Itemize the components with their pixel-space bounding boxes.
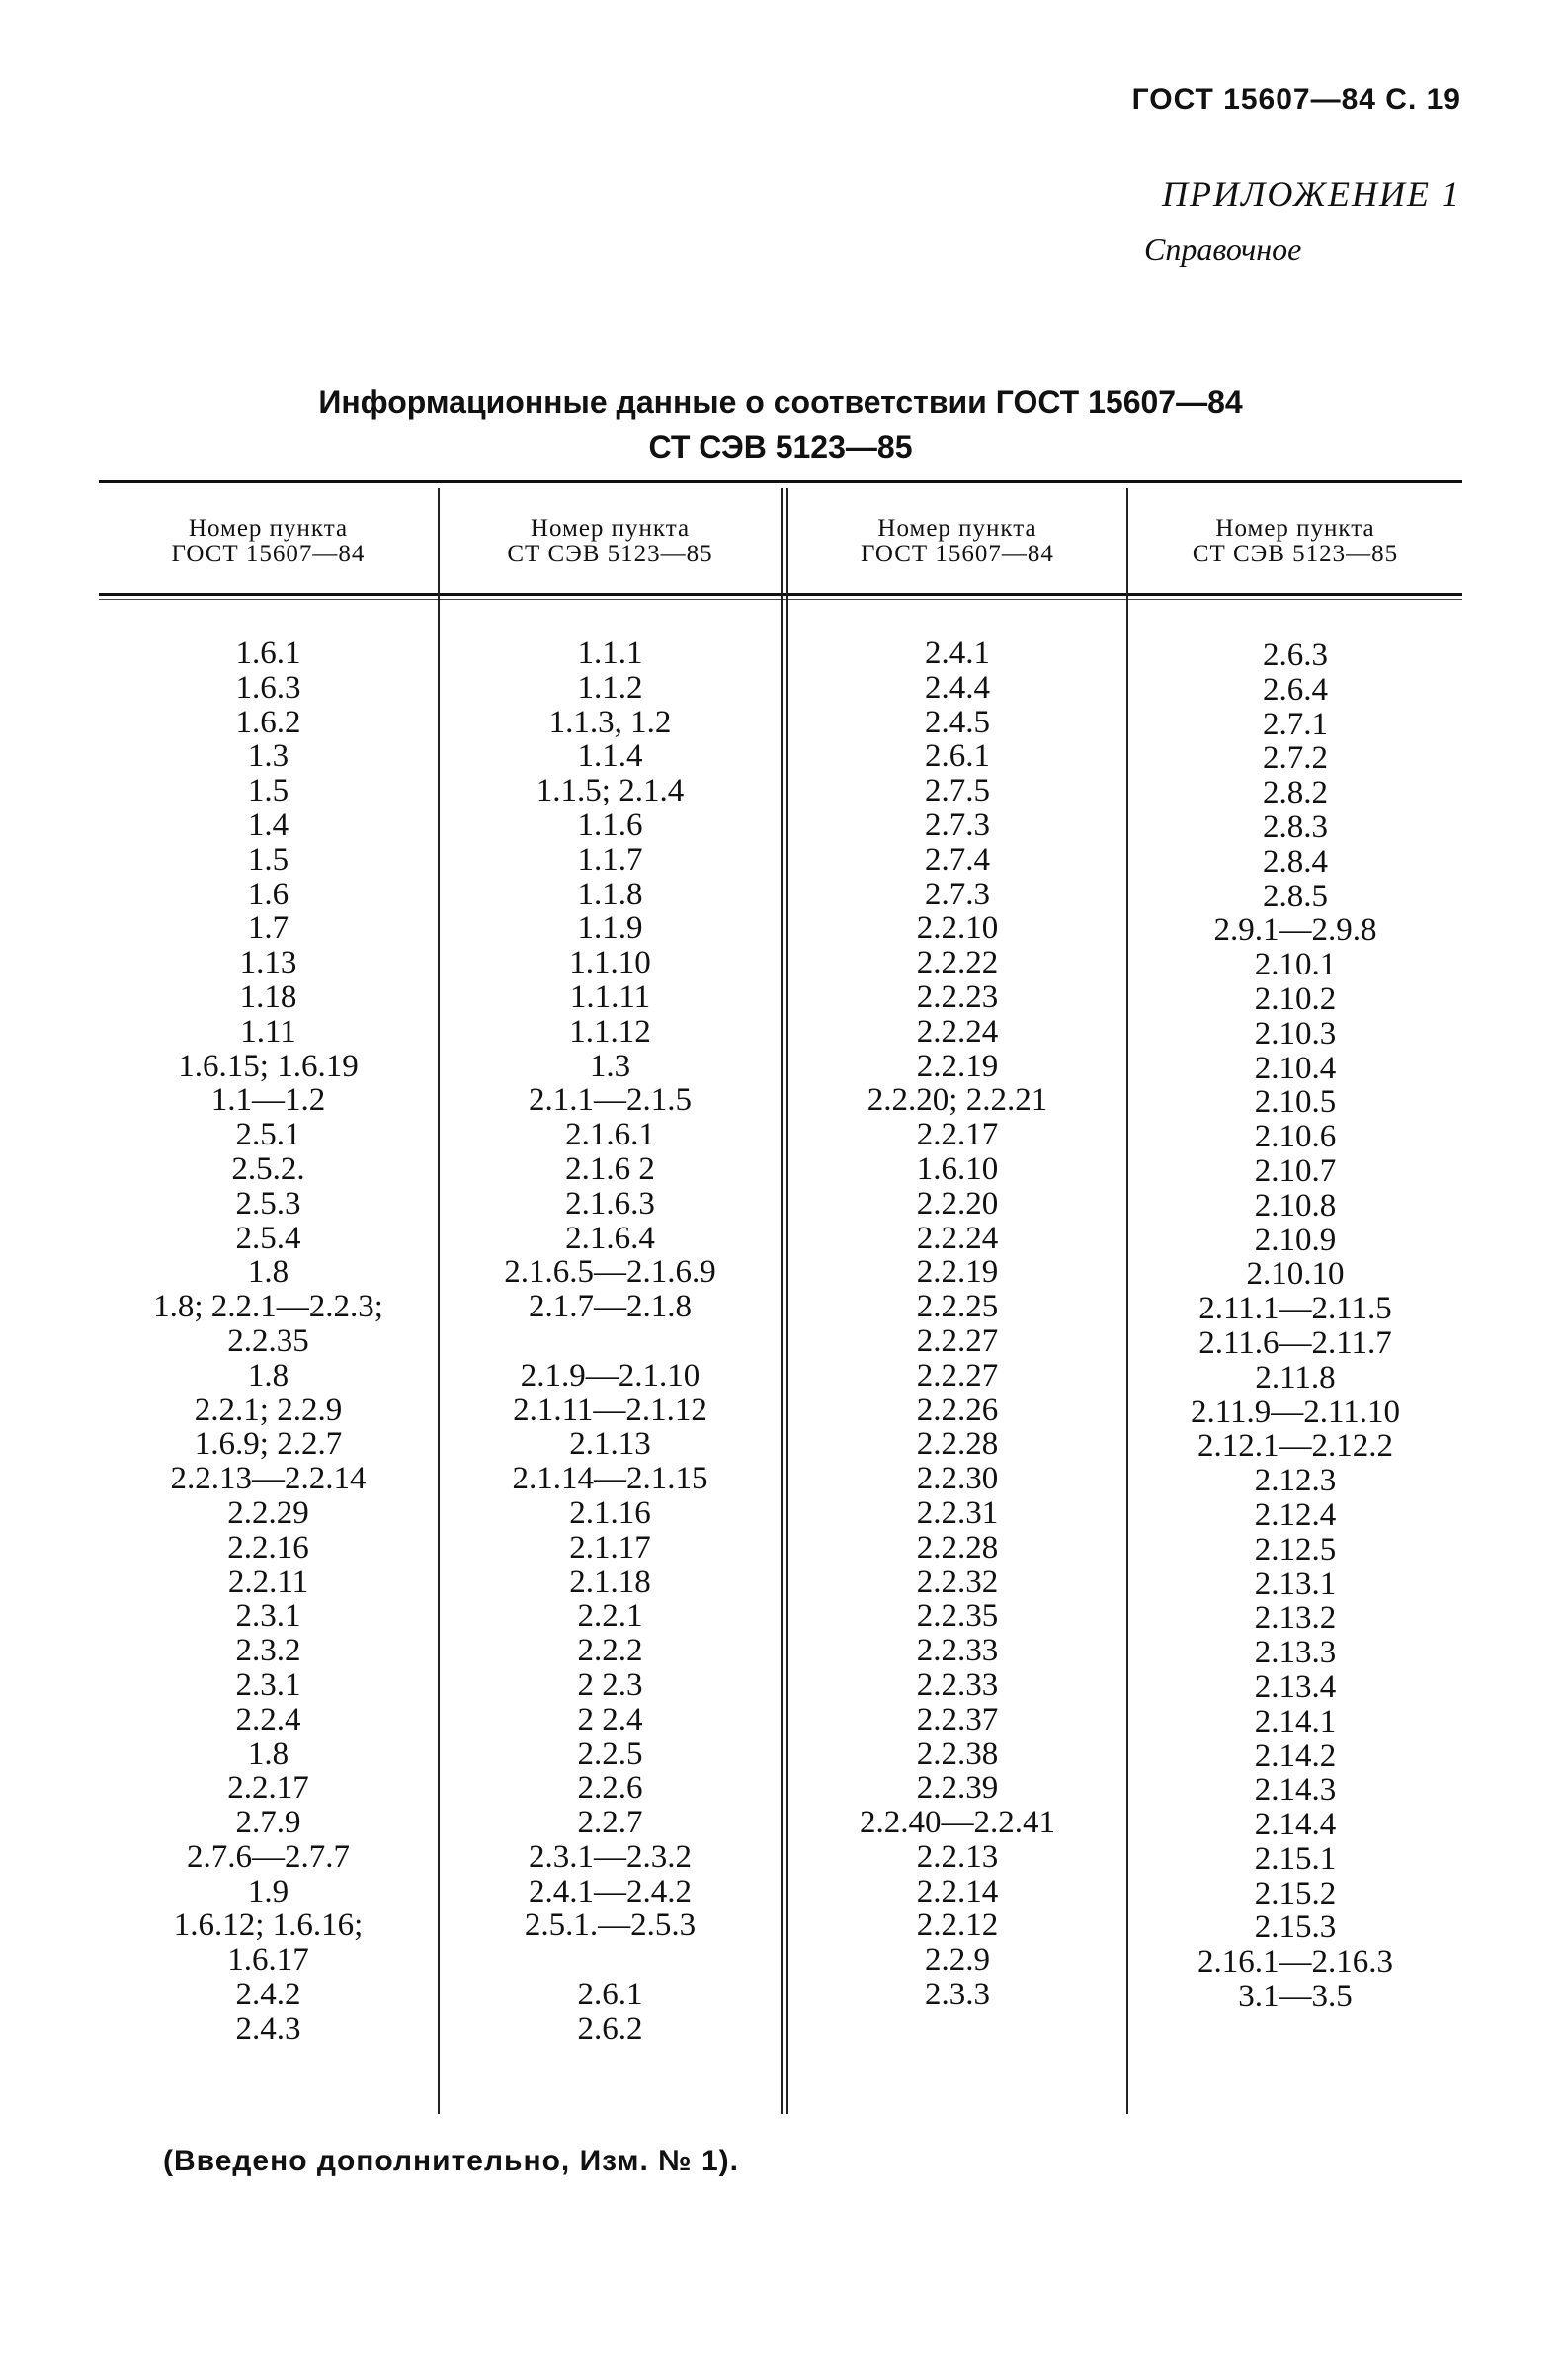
table-cell: 1.6.10 (916, 1150, 999, 1187)
column-header-2-line-1: Номер пункта (530, 515, 691, 542)
table-cell: 2.2.20 (916, 1185, 999, 1222)
table-cell: 2.11.6—2.11.7 (1198, 1324, 1392, 1361)
table-cell: 1.1.2 (577, 669, 643, 706)
table-cell: 2.8.2 (1263, 775, 1328, 811)
table-cell: 2.2.27 (916, 1322, 999, 1359)
table-cell: 2.6.4 (1263, 671, 1328, 708)
table-cell: 2.7.1 (1263, 706, 1328, 742)
table-cell: 2.2.1; 2.2.9 (194, 1392, 343, 1428)
column-header-1-line-1: Номер пункта (188, 515, 349, 542)
table-cell: 2.11.9—2.11.10 (1190, 1394, 1401, 1430)
table-cell: 2.8.3 (1263, 808, 1328, 845)
table-cell: 2.14.1 (1254, 1703, 1337, 1739)
column-header-1-line-2: ГОСТ 15607—84 (171, 541, 366, 567)
table-cell: 2.1.9—2.1.10 (520, 1357, 701, 1394)
table-cell: 2.1.6.1 (565, 1117, 655, 1153)
table-cell: 3.1—3.5 (1238, 1979, 1353, 2015)
table-cell: 2.3.2 (235, 1633, 301, 1669)
column-4-values (1128, 638, 1462, 2014)
table-cell: 2.5.2. (231, 1150, 305, 1187)
table-cell: 2.4.2 (235, 1977, 301, 2013)
table-cell: 1.1.10 (569, 945, 651, 981)
table-cell: 1.6.9; 2.2.7 (194, 1426, 343, 1463)
table-cell: 2.2.11 (227, 1564, 309, 1600)
column-1-values (99, 636, 438, 2047)
table-cell: 2.1.16 (569, 1494, 651, 1531)
table-cell: 2.2.26 (916, 1392, 999, 1428)
table-cell: 2.1.6.5—2.1.6.9 (504, 1254, 716, 1291)
table-cell: 2.12.5 (1254, 1531, 1337, 1567)
table-cell: 2.2.40—2.2.41 (860, 1805, 1055, 1841)
table-cell: 1.9 (247, 1873, 289, 1909)
table-cell: 2.3.1—2.3.2 (529, 1838, 692, 1875)
table-cell: 2.1.1—2.1.5 (529, 1082, 692, 1119)
table-cell: 2.7.9 (235, 1805, 301, 1841)
table-cell: 2.15.2 (1254, 1875, 1337, 1911)
table-cell: 2.2.2 (577, 1633, 643, 1669)
table-cell: 2.5.1 (235, 1117, 301, 1153)
table-cell: 2.4.1 (925, 635, 990, 671)
table-cell: 2.2.17 (227, 1770, 309, 1807)
table-cell: 2.2.4 (235, 1701, 301, 1737)
table-cell: 2.7.3 (925, 806, 990, 843)
table-cell: 2.10.8 (1254, 1187, 1337, 1224)
table-cell: 1.1—1.2 (210, 1082, 326, 1119)
table-cell: 2.2.13—2.2.14 (170, 1461, 367, 1497)
table-cell: 2.16.1—2.16.3 (1197, 1944, 1393, 1981)
table-cell: 2.5.3 (235, 1185, 301, 1222)
table-cell: 2.14.2 (1254, 1737, 1337, 1774)
table-cell: 2.10.3 (1254, 1015, 1337, 1052)
table-cell: 2.2.28 (916, 1426, 999, 1463)
table-cell: 2.1.18 (569, 1564, 651, 1600)
table-cell: 2.4.1—2.4.2 (529, 1873, 692, 1909)
appendix-title: ПРИЛОЖЕНИЕ 1 (1162, 174, 1461, 213)
table-cell: 2.7.4 (925, 841, 990, 878)
column-header-2-line-2: СТ СЭВ 5123—85 (507, 541, 713, 567)
column-header-1 (99, 516, 438, 567)
table-cell: 2.2.29 (227, 1494, 309, 1531)
table-cell (440, 1324, 781, 1359)
table-cell: 1.1.12 (569, 1013, 651, 1050)
footnote: (Введено дополнительно, Изм. № 1). (163, 2145, 739, 2177)
column-3-values (788, 636, 1126, 2012)
table-cell: 2.2.17 (916, 1117, 999, 1153)
table-cell: 2.10.7 (1254, 1152, 1337, 1189)
table-cell: 2.6.2 (577, 2010, 643, 2047)
column-header-2 (440, 516, 781, 567)
table-cell: 2.4.5 (925, 704, 990, 740)
table-cell: 2.10.1 (1254, 947, 1337, 983)
table-cell: 2 2.3 (577, 1666, 643, 1703)
table-cell: 2.7.5 (925, 773, 990, 809)
table-cell: 1.18 (239, 978, 297, 1015)
table-cell: 2 2.4 (577, 1701, 643, 1737)
table-cell: 2.1.11—2.1.12 (513, 1392, 707, 1428)
table-cell: 2.7.3 (925, 876, 990, 912)
table-cell: 2.1.6.3 (565, 1185, 655, 1222)
table-cell: 1.6.17 (227, 1942, 309, 1979)
table-cell: 2.12.4 (1254, 1496, 1337, 1533)
column-header-3-line-1: Номер пункта (877, 515, 1037, 542)
table-cell: 2.2.28 (916, 1529, 999, 1566)
table-title-line-2: СТ СЭВ 5123—85 (648, 429, 913, 465)
table-cell: 2.2.31 (916, 1494, 999, 1531)
table-cell: 2.15.1 (1254, 1840, 1337, 1877)
table-cell: 2.2.25 (916, 1289, 999, 1325)
table-cell: 2.10.10 (1246, 1256, 1345, 1293)
table-cell: 2.1.6 2 (565, 1150, 655, 1187)
table-cell: 1.8 (247, 1357, 289, 1394)
table-cell: 1.7 (247, 910, 289, 947)
table-cell: 2.2.20; 2.2.21 (867, 1082, 1048, 1119)
table-cell: 2.6.1 (577, 1977, 643, 2013)
table-cell: 1.11 (240, 1013, 296, 1050)
table-cell: 1.3 (247, 738, 289, 775)
table-cell: 1.1.3, 1.2 (548, 704, 672, 740)
table-cell: 1.1.4 (577, 738, 643, 775)
table-cell: 2.2.35 (916, 1598, 999, 1635)
table-cell: 2.3.1 (235, 1598, 301, 1635)
table-cell: 1.1.7 (577, 841, 643, 878)
column-header-4 (1128, 516, 1462, 567)
table-cell: 2.2.6 (577, 1770, 643, 1807)
table-cell: 2.13.1 (1254, 1566, 1337, 1602)
table-cell: 2.2.1 (577, 1598, 643, 1635)
table-cell: 2.6.3 (1263, 637, 1328, 673)
table-cell: 2.5.4 (235, 1220, 301, 1256)
table-cell: 1.5 (247, 841, 289, 878)
table-cell: 1.6.15; 1.6.19 (178, 1048, 359, 1084)
table-cell (440, 1943, 781, 1978)
table-cell: 2.2.24 (916, 1013, 999, 1050)
table-cell: 2.2.19 (916, 1254, 999, 1291)
table-cell: 2.2.33 (916, 1633, 999, 1669)
table-cell: 1.3 (589, 1048, 631, 1084)
table-cell: 2.2.27 (916, 1357, 999, 1394)
table-cell: 2.10.6 (1254, 1119, 1337, 1155)
table-cell: 2.2.14 (916, 1873, 999, 1909)
table-cell: 2.11.1—2.11.5 (1198, 1291, 1392, 1327)
table-cell: 2.1.17 (569, 1529, 651, 1566)
table-cell: 2.11.8 (1255, 1359, 1336, 1396)
column-2-values (440, 636, 781, 2047)
table-cell: 2.2.22 (916, 945, 999, 981)
table-cell: 1.8; 2.2.1—2.2.3; (153, 1289, 383, 1325)
table-cell: 2.2.33 (916, 1666, 999, 1703)
table-cell: 2.2.23 (916, 978, 999, 1015)
table-cell: 2.2.7 (577, 1805, 643, 1841)
table-cell: 1.8 (247, 1736, 289, 1772)
table-cell: 1.1.9 (577, 910, 643, 947)
table-cell: 1.1.1 (577, 635, 643, 671)
table-cell: 1.6.1 (235, 635, 301, 671)
table-cell: 2.2.38 (916, 1736, 999, 1772)
table-cell: 1.6 (247, 876, 289, 912)
table-cell: 2.2.9 (925, 1942, 990, 1979)
column-header-3 (788, 516, 1126, 567)
table-cell: 2.7.2 (1263, 740, 1328, 777)
table-cell: 2.12.1—2.12.2 (1197, 1428, 1393, 1465)
table-cell: 2.14.4 (1254, 1807, 1337, 1843)
table-cell: 1.4 (247, 806, 289, 843)
table-cell: 2.2.24 (916, 1220, 999, 1256)
table-cell: 2.2.35 (227, 1322, 309, 1359)
table-cell: 2.2.5 (577, 1736, 643, 1772)
table-cell: 2.1.14—2.1.15 (512, 1461, 708, 1497)
column-header-4-line-2: СТ СЭВ 5123—85 (1192, 541, 1399, 567)
table-cell: 2.6.1 (925, 738, 990, 775)
table-cell: 2.3.3 (925, 1977, 990, 2013)
table-top-rule (99, 480, 1462, 483)
table-cell: 2.15.3 (1254, 1909, 1337, 1946)
table-cell: 2.1.7—2.1.8 (529, 1289, 692, 1325)
table-cell: 2.10.2 (1254, 980, 1337, 1017)
table-cell: 2.2.32 (916, 1564, 999, 1600)
appendix-subtitle: Справочное (1144, 231, 1302, 267)
table-cell: 2.5.1.—2.5.3 (524, 1907, 697, 1944)
table-cell: 2.10.9 (1254, 1222, 1337, 1258)
table-cell: 2.4.3 (235, 2010, 301, 2047)
table-cell: 2.3.1 (235, 1666, 301, 1703)
table-cell: 1.1.5; 2.1.4 (536, 773, 685, 809)
table-title-line-1: Информационные данные о соответствии ГОСТ 15607—84 (318, 384, 1243, 420)
table-cell: 2.2.37 (916, 1701, 999, 1737)
table-cell: 2.2.39 (916, 1770, 999, 1807)
document-reference: ГОСТ 15607—84 С. 19 (1131, 83, 1461, 116)
table-cell: 2.8.5 (1263, 878, 1328, 914)
column-header-4-line-1: Номер пункта (1215, 515, 1375, 542)
table-cell: 2.13.4 (1254, 1668, 1337, 1705)
table-cell: 2.2.30 (916, 1461, 999, 1497)
table-cell: 2.10.4 (1254, 1050, 1337, 1086)
table-cell: 1.1.6 (577, 806, 643, 843)
table-cell: 1.5 (247, 773, 289, 809)
table-cell: 2.13.2 (1254, 1600, 1337, 1637)
table-cell: 1.6.3 (235, 669, 301, 706)
table-cell: 1.6.12; 1.6.16; (173, 1907, 364, 1944)
column-divider-2a (781, 488, 783, 2114)
table-cell: 2.1.13 (569, 1426, 651, 1463)
table-cell: 2.2.16 (227, 1529, 309, 1566)
table-cell: 2.12.3 (1254, 1463, 1337, 1499)
table-cell: 2.14.3 (1254, 1772, 1337, 1809)
table-cell: 2.1.6.4 (565, 1220, 655, 1256)
table-cell: 1.1.11 (569, 978, 651, 1015)
column-header-3-line-2: ГОСТ 15607—84 (861, 541, 1054, 567)
table-cell: 1.13 (239, 945, 297, 981)
table-cell: 2.4.4 (925, 669, 990, 706)
table-cell: 2.9.1—2.9.8 (1213, 912, 1377, 949)
table-cell: 1.1.8 (577, 876, 643, 912)
table-cell: 2.7.6—2.7.7 (187, 1838, 350, 1875)
table-cell: 2.13.3 (1254, 1635, 1337, 1671)
table-cell: 2.2.13 (916, 1838, 999, 1875)
table-cell: 1.8 (247, 1254, 289, 1291)
table-cell: 2.10.5 (1254, 1084, 1337, 1121)
table-cell: 2.2.10 (916, 910, 999, 947)
table-cell: 1.6.2 (235, 704, 301, 740)
table-cell: 2.2.19 (916, 1048, 999, 1084)
table-cell: 2.8.4 (1263, 843, 1328, 880)
table-cell: 2.2.12 (916, 1907, 999, 1944)
